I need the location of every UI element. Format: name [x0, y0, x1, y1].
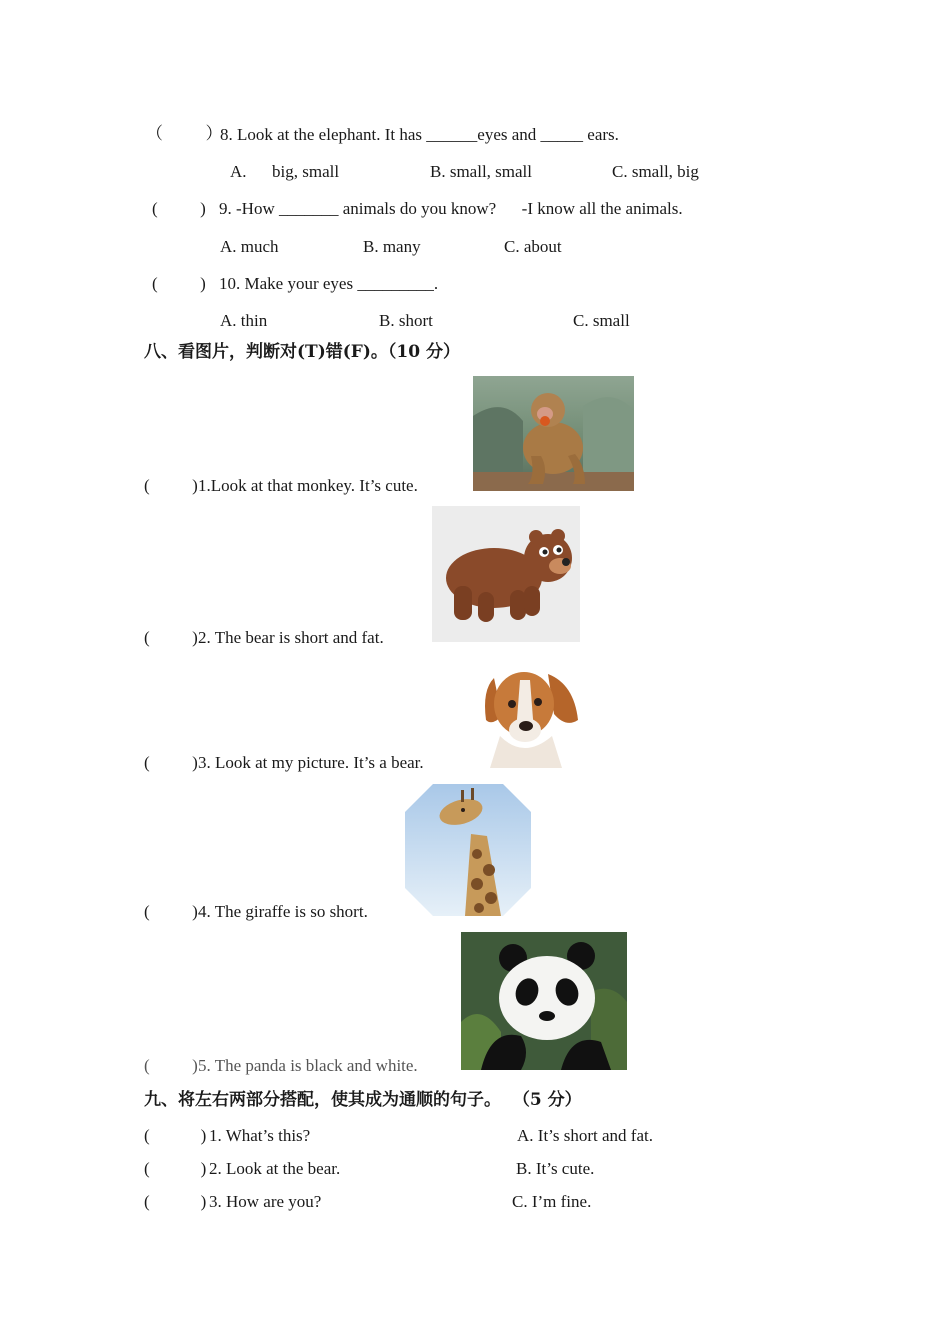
q8-option-a: A. big, small [230, 162, 340, 181]
s8-item2-text: 2. The bear is short and fat. [198, 628, 384, 647]
s9-left3-text: 3. How are you? [209, 1192, 322, 1211]
s9-left2-text: 2. Look at the bear. [209, 1159, 341, 1178]
q10-option-a: A. thin [220, 311, 268, 330]
dog-photo [474, 660, 580, 768]
s8-item3-paren[interactable]: ( ) [144, 753, 198, 772]
s8-item4-paren[interactable]: ( ) [144, 902, 198, 921]
s8-item4-text: 4. The giraffe is so short. [198, 902, 368, 921]
q10-stem: 10. Make your eyes _________. [219, 274, 439, 293]
bear-cartoon [432, 506, 580, 642]
s9-left2-paren[interactable]: ( ) [144, 1159, 207, 1178]
q9-option-b: B. many [363, 237, 421, 256]
q8-paren[interactable]: （ ） [146, 124, 223, 143]
q8-stem: 8. Look at the elephant. It has ______eyes and _____ ears. [220, 125, 619, 144]
q8-option-b: B. small, small [430, 162, 532, 181]
s8-item5-text: 5. The panda is black and white. [198, 1056, 418, 1075]
s8-item1-text: 1.Look at that monkey. It’s cute. [198, 476, 418, 495]
s9-right-c: C. I’m fine. [512, 1192, 592, 1211]
s8-item5-paren[interactable]: ( ) [144, 1056, 198, 1075]
q9-option-c: C. about [504, 237, 562, 256]
section9-heading: 九、将左右两部分搭配，使其成为通顺的句子。 （5 分） [144, 1090, 582, 1110]
s8-item1-paren[interactable]: ( ) [144, 476, 198, 495]
q10-paren[interactable]: ( ) [152, 274, 206, 293]
s8-item3-text: 3. Look at my picture. It’s a bear. [198, 753, 424, 772]
panda-photo [461, 932, 627, 1070]
q9-option-a: A. much [220, 237, 279, 256]
s9-right-b: B. It’s cute. [516, 1159, 595, 1178]
s9-left1-text: 1. What’s this? [209, 1126, 311, 1145]
q9-paren[interactable]: ( ) [152, 199, 206, 218]
q10-option-c: C. small [573, 311, 630, 330]
s9-left1-paren[interactable]: ( ) [144, 1126, 207, 1145]
q9-stem: 9. -How _______ animals do you know? -I know all the animals. [219, 199, 683, 218]
giraffe-photo [405, 784, 531, 916]
s8-item2-paren[interactable]: ( ) [144, 628, 198, 647]
section8-heading: 八、看图片，判断对(T)错(F)。（10 分） [144, 342, 460, 362]
q8-option-c: C. small, big [612, 162, 699, 181]
s9-left3-paren[interactable]: ( ) [144, 1192, 207, 1211]
q10-option-b: B. short [379, 311, 433, 330]
s9-right-a: A. It’s short and fat. [517, 1126, 653, 1145]
monkey-photo [473, 376, 634, 491]
